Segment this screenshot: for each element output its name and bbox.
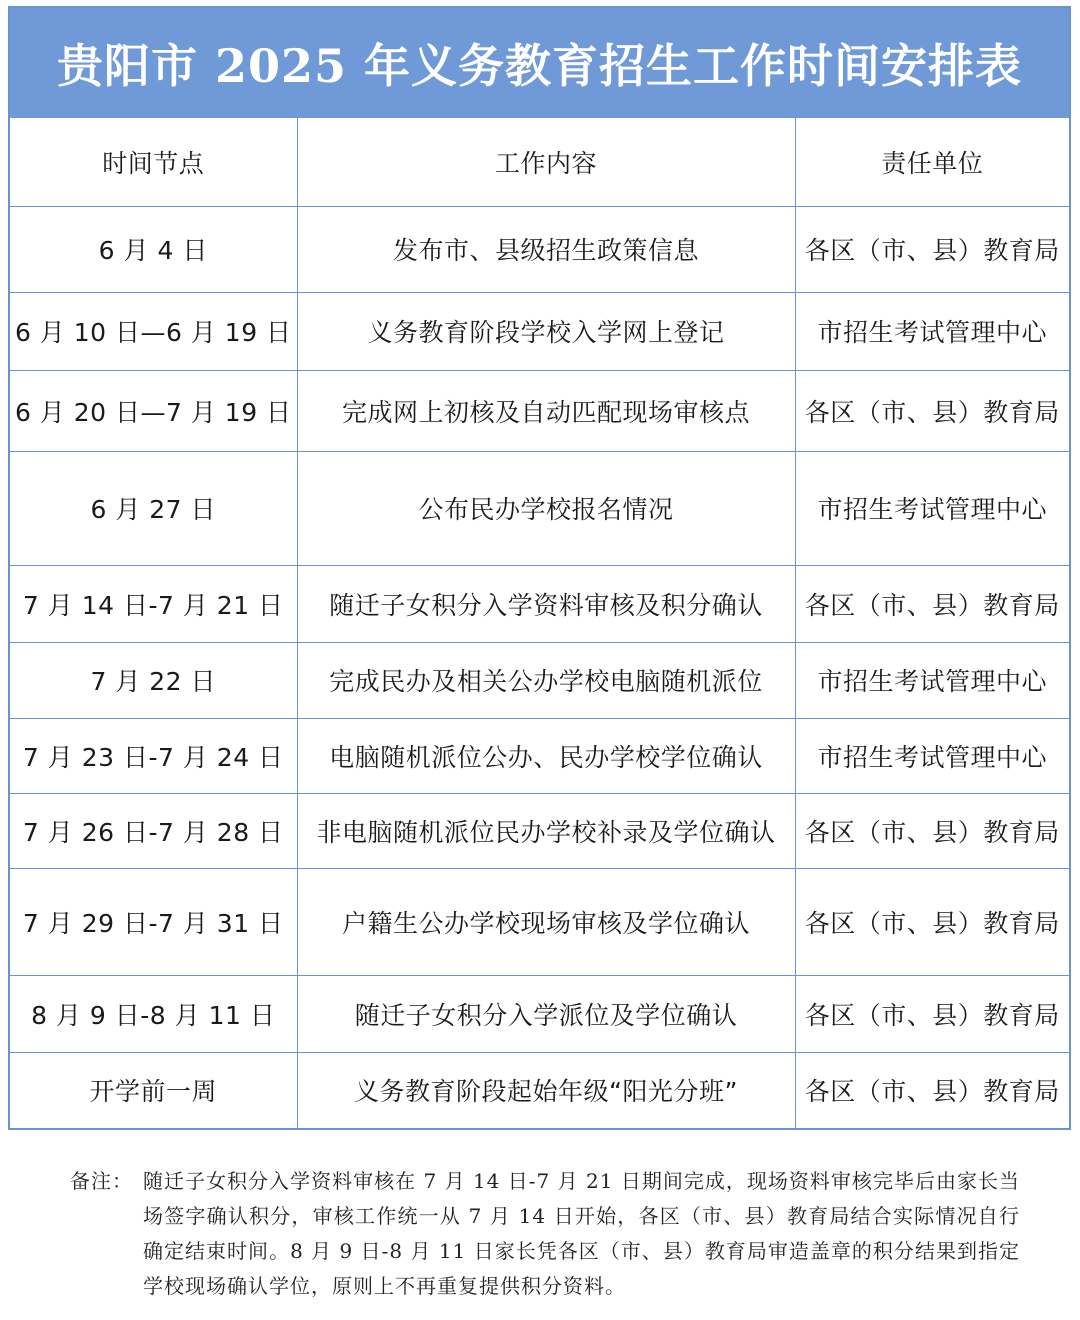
- cell-content: 随迁子女积分入学派位及学位确认: [297, 975, 795, 1052]
- column-header-unit: 责任单位: [795, 118, 1069, 206]
- cell-content: 义务教育阶段起始年级“阳光分班”: [297, 1052, 795, 1128]
- table-row: [10, 370, 1069, 451]
- table-row: [10, 1052, 1069, 1128]
- footnote-text: 随迁子女积分入学资料审核在 7 月 14 日-7 月 21 日期间完成，现场资料审核完毕后由家长当场签字确认积分，审核工作统一从 7 月 14 日开始，各区（市、县）教育局结合实际情况自行确定结束时间。8 月 9 日-8 月 11 日家长凭各区（市、县）教育局审造盖章的积分结果到指定学校现场确认学位，原则上不再重复提供积分资料。: [143, 1169, 1020, 1298]
- table-row: [10, 718, 1069, 793]
- table-row: [10, 642, 1069, 718]
- cell-content: 义务教育阶段学校入学网上登记: [297, 292, 795, 370]
- cell-unit: 各区（市、县）教育局: [795, 793, 1069, 868]
- footnote-label: 备注：: [70, 1169, 133, 1193]
- cell-content: 完成网上初核及自动匹配现场审核点: [297, 370, 795, 451]
- cell-time: 6 月 27 日: [10, 451, 297, 565]
- cell-content: 户籍生公办学校现场审核及学位确认: [297, 868, 795, 975]
- cell-unit: 各区（市、县）教育局: [795, 565, 1069, 642]
- cell-content: 完成民办及相关公办学校电脑随机派位: [297, 642, 795, 718]
- cell-unit: 市招生考试管理中心: [795, 451, 1069, 565]
- cell-time: 7 月 23 日-7 月 24 日: [10, 718, 297, 793]
- column-header-time: 时间节点: [10, 118, 297, 206]
- table-row: [10, 565, 1069, 642]
- cell-unit: 各区（市、县）教育局: [795, 370, 1069, 451]
- cell-unit: 市招生考试管理中心: [795, 292, 1069, 370]
- page-title: 贵阳市 2025 年义务教育招生工作时间安排表: [56, 39, 1023, 93]
- column-header-content: 工作内容: [297, 118, 795, 206]
- cell-time: 7 月 22 日: [10, 642, 297, 718]
- schedule-frame: [8, 6, 1071, 1130]
- cell-time: 7 月 14 日-7 月 21 日: [10, 565, 297, 642]
- cell-content: 非电脑随机派位民办学校补录及学位确认: [297, 793, 795, 868]
- cell-time: 6 月 20 日—7 月 19 日: [10, 370, 297, 451]
- cell-content: 发布市、县级招生政策信息: [297, 206, 795, 292]
- schedule-table: [10, 118, 1069, 1128]
- cell-time: 6 月 4 日: [10, 206, 297, 292]
- table-row: [10, 206, 1069, 292]
- table-row: [10, 793, 1069, 868]
- table-header-row: [10, 118, 1069, 206]
- table-row: [10, 868, 1069, 975]
- cell-time: 7 月 29 日-7 月 31 日: [10, 868, 297, 975]
- cell-time: 8 月 9 日-8 月 11 日: [10, 975, 297, 1052]
- cell-unit: 市招生考试管理中心: [795, 718, 1069, 793]
- cell-unit: 各区（市、县）教育局: [795, 1052, 1069, 1128]
- cell-content: 随迁子女积分入学资料审核及积分确认: [297, 565, 795, 642]
- cell-time: 7 月 26 日-7 月 28 日: [10, 793, 297, 868]
- footnote: [70, 1164, 1020, 1304]
- cell-content: 电脑随机派位公办、民办学校学位确认: [297, 718, 795, 793]
- cell-unit: 各区（市、县）教育局: [795, 206, 1069, 292]
- table-row: [10, 292, 1069, 370]
- cell-unit: 各区（市、县）教育局: [795, 975, 1069, 1052]
- cell-time: 6 月 10 日—6 月 19 日: [10, 292, 297, 370]
- cell-content: 公布民办学校报名情况: [297, 451, 795, 565]
- table-row: [10, 975, 1069, 1052]
- title-bar: [10, 8, 1069, 118]
- table-row: [10, 451, 1069, 565]
- cell-unit: 市招生考试管理中心: [795, 642, 1069, 718]
- cell-time: 开学前一周: [10, 1052, 297, 1128]
- cell-unit: 各区（市、县）教育局: [795, 868, 1069, 975]
